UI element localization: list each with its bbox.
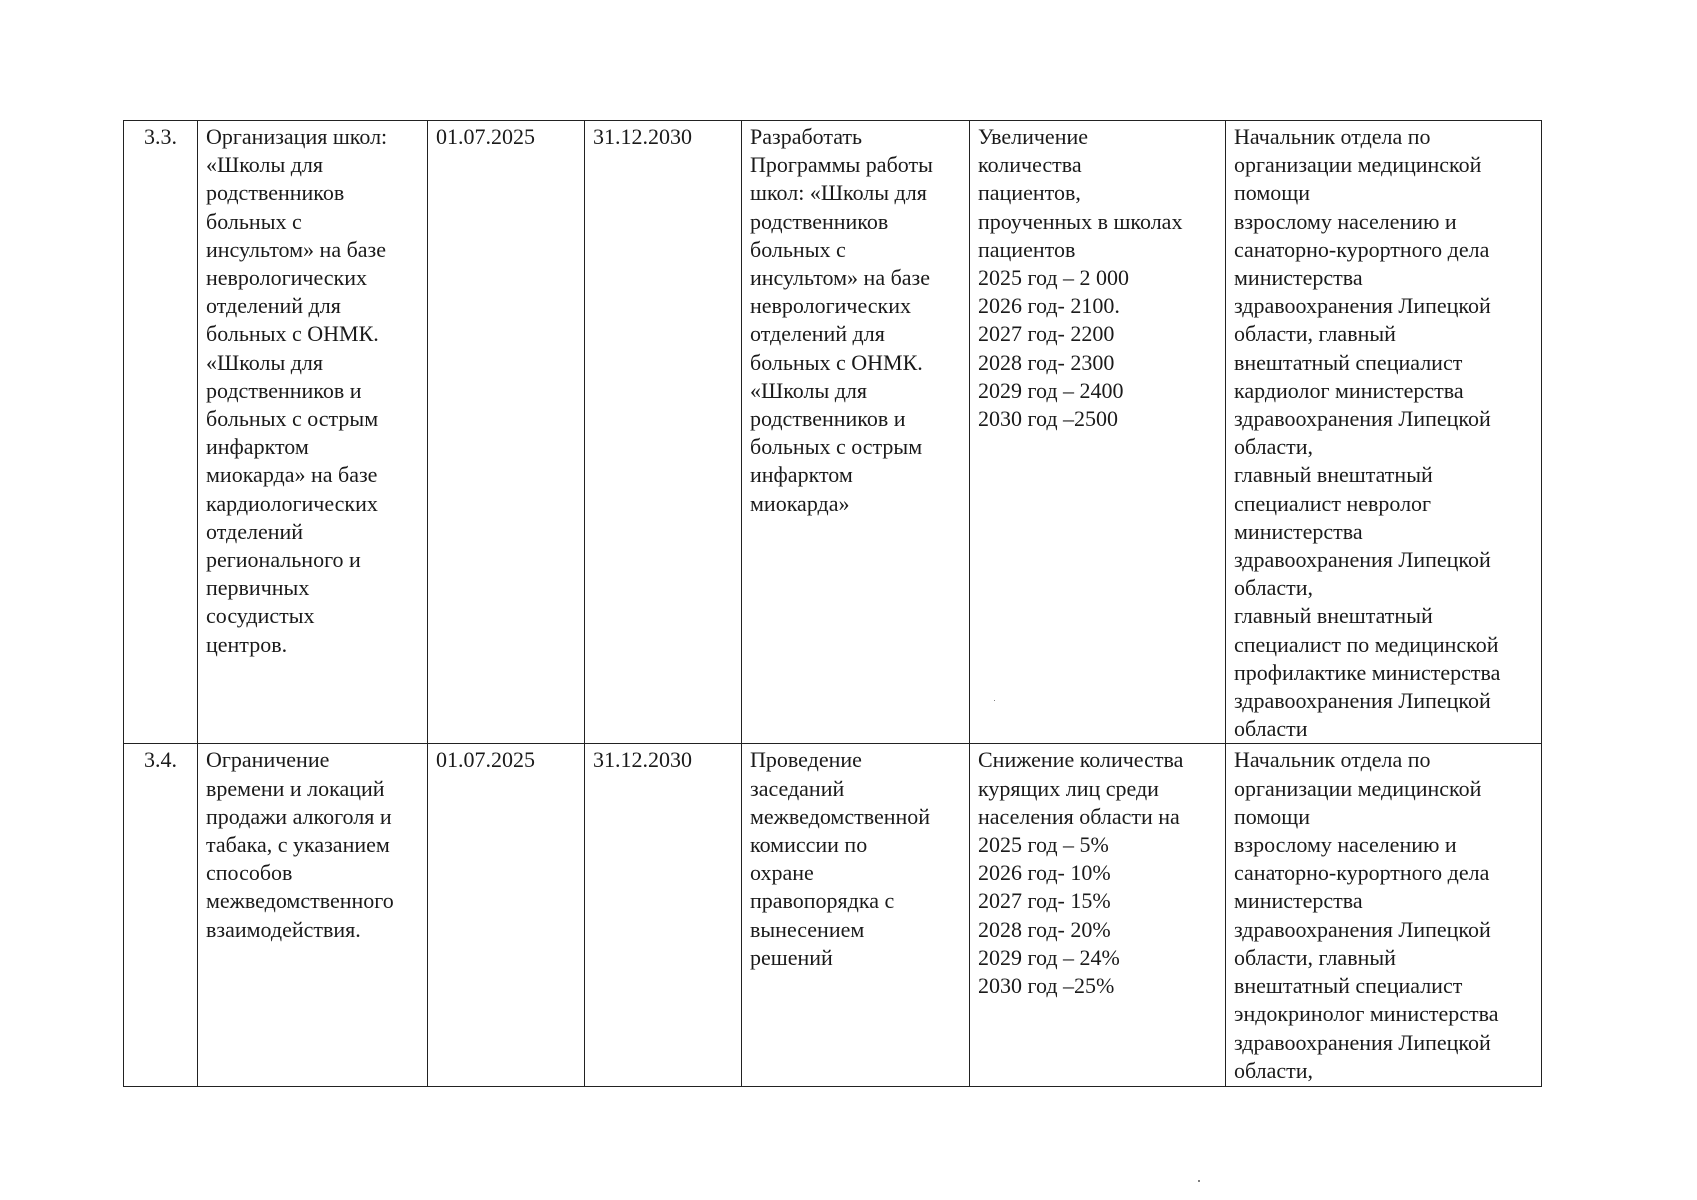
text-line: Начальник отдела по	[1234, 124, 1431, 149]
text-line: центров.	[206, 631, 288, 657]
text-line: родственников и	[750, 406, 906, 432]
text-line: инсультом» на базе	[206, 236, 387, 262]
text-line: способов	[206, 860, 293, 886]
text-line: инсультом» на базе	[750, 265, 931, 291]
action-text	[750, 123, 963, 518]
text-line: министерства	[1234, 888, 1363, 914]
text-line: «Школы для	[750, 377, 868, 403]
text-line: продажи алкоголя и	[206, 803, 392, 829]
row-number-cell	[124, 121, 198, 744]
text-line: курящих лиц среди	[978, 775, 1159, 801]
result-cell	[970, 744, 1226, 1087]
responsible-text	[1234, 746, 1535, 1084]
measures-table	[123, 120, 1542, 1087]
text-line: Снижение количества	[978, 747, 1184, 773]
text-line: школ: «Школы для	[750, 180, 927, 206]
text-line: межведомственного	[206, 888, 394, 914]
text-line: регионального и	[206, 547, 361, 573]
end-date: 31.12.2030	[593, 747, 692, 773]
text-line: Начальник отдела по	[1234, 747, 1431, 773]
start-date-cell	[428, 744, 585, 1087]
scan-speck	[1198, 1180, 1200, 1182]
text-line: здравоохранения Липецкой	[1234, 293, 1491, 319]
result-text	[978, 123, 1219, 433]
text-line: межведомственной	[750, 803, 931, 829]
text-line: инфарктом	[206, 434, 309, 460]
text-line: области,	[1234, 575, 1314, 601]
action-cell	[742, 744, 970, 1087]
text-line: «Школы для	[206, 349, 324, 375]
text-line: санаторно-курортного дела	[1234, 860, 1490, 886]
measure-text	[206, 746, 421, 943]
text-line: министерства	[1234, 265, 1363, 291]
start-date: 01.07.2025	[436, 124, 535, 149]
text-line: 2025 год – 5%	[978, 832, 1109, 858]
start-date: 01.07.2025	[436, 747, 535, 773]
text-line: кардиолог министерства	[1234, 377, 1464, 403]
text-line: Разработать	[750, 124, 863, 149]
text-line: здравоохранения Липецкой	[1234, 916, 1491, 942]
end-date: 31.12.2030	[593, 124, 692, 149]
start-date-cell	[428, 121, 585, 744]
text-line: области	[1234, 716, 1308, 742]
text-line: отделений для	[750, 321, 885, 347]
text-line: эндокринолог министерства	[1234, 1001, 1499, 1027]
text-line: здравоохранения Липецкой	[1234, 547, 1491, 573]
text-line: области, главный	[1234, 321, 1396, 347]
text-line: отделений	[206, 518, 304, 544]
text-line: санаторно-курортного дела	[1234, 236, 1490, 262]
text-line: Организация школ:	[206, 124, 388, 149]
text-line: больных с острым	[206, 406, 379, 432]
text-line: количества	[978, 152, 1082, 178]
row-number: 3.3.	[144, 124, 177, 149]
responsible-cell	[1226, 744, 1542, 1087]
text-line: 2028 год- 2300	[978, 349, 1115, 375]
text-line: неврологических	[750, 293, 912, 319]
end-date-cell	[585, 744, 742, 1087]
text-line: 2028 год- 20%	[978, 916, 1111, 942]
text-line: организации медицинской	[1234, 152, 1482, 178]
text-line: помощи	[1234, 803, 1310, 829]
text-line: 2029 год – 24%	[978, 944, 1120, 970]
text-line: области,	[1234, 434, 1314, 460]
text-line: Программы работы	[750, 152, 933, 178]
text-line: вынесением	[750, 916, 865, 942]
action-text	[750, 746, 963, 972]
text-line: миокарда»	[750, 490, 850, 516]
text-line: первичных	[206, 575, 310, 601]
text-line: родственников	[206, 180, 345, 206]
text-line: 2027 год- 2200	[978, 321, 1115, 347]
text-line: здравоохранения Липецкой	[1234, 1029, 1491, 1055]
text-line: 2026 год- 10%	[978, 860, 1111, 886]
text-line: пациентов	[978, 236, 1076, 262]
table-row	[124, 744, 1542, 1087]
text-line: 2029 год – 2400	[978, 377, 1124, 403]
text-line: помощи	[1234, 180, 1310, 206]
text-line: Увеличение	[978, 124, 1089, 149]
text-line: кардиологических	[206, 490, 378, 516]
text-line: 2030 год –25%	[978, 973, 1115, 999]
action-cell	[742, 121, 970, 744]
text-line: главный внештатный	[1234, 462, 1433, 488]
text-line: профилактике министерства	[1234, 659, 1501, 685]
text-line: проученных в школах	[978, 208, 1183, 234]
text-line: специалист по медицинской	[1234, 631, 1499, 657]
end-date-cell	[585, 121, 742, 744]
text-line: 2026 год- 2100.	[978, 293, 1120, 319]
result-text	[978, 746, 1219, 1000]
text-line: 2030 год –2500	[978, 406, 1119, 432]
text-line: больных с острым	[750, 434, 923, 460]
text-line: здравоохранения Липецкой	[1234, 406, 1491, 432]
text-line: Проведение	[750, 747, 862, 773]
text-line: комиссии по	[750, 832, 868, 858]
text-line: внештатный специалист	[1234, 349, 1463, 375]
text-line: миокарда» на базе	[206, 462, 378, 488]
text-line: области, главный	[1234, 944, 1396, 970]
text-line: населения области на	[978, 803, 1180, 829]
text-line: взрослому населению и	[1234, 208, 1457, 234]
text-line: внештатный специалист	[1234, 973, 1463, 999]
text-line: министерства	[1234, 518, 1363, 544]
row-number: 3.4.	[144, 747, 177, 773]
text-line: специалист невролог	[1234, 490, 1432, 516]
result-cell	[970, 121, 1226, 744]
text-line: правопорядка с	[750, 888, 895, 914]
text-line: Ограничение	[206, 747, 330, 773]
text-line: заседаний	[750, 775, 845, 801]
text-line: табака, с указанием	[206, 832, 390, 858]
measure-cell	[198, 121, 428, 744]
text-line: главный внештатный	[1234, 603, 1433, 629]
table-row	[124, 121, 1542, 744]
text-line: 2027 год- 15%	[978, 888, 1111, 914]
text-line: больных с ОНМК.	[750, 349, 923, 375]
text-line: области,	[1234, 1057, 1314, 1083]
row-number-cell	[124, 744, 198, 1087]
text-line: 2025 год – 2 000	[978, 265, 1130, 291]
text-line: решений	[750, 944, 833, 970]
text-line: здравоохранения Липецкой	[1234, 688, 1491, 714]
text-line: сосудистых	[206, 603, 315, 629]
scan-speck	[994, 700, 995, 701]
text-line: отделений для	[206, 293, 341, 319]
text-line: больных с ОНМК.	[206, 321, 379, 347]
text-line: организации медицинской	[1234, 775, 1482, 801]
text-line: инфарктом	[750, 462, 853, 488]
text-line: неврологических	[206, 265, 368, 291]
text-line: родственников	[750, 208, 889, 234]
text-line: взаимодействия.	[206, 916, 361, 942]
measure-text	[206, 123, 421, 659]
text-line: родственников и	[206, 377, 362, 403]
text-line: охране	[750, 860, 814, 886]
text-line: больных с	[750, 236, 846, 262]
measure-cell	[198, 744, 428, 1087]
responsible-cell	[1226, 121, 1542, 744]
text-line: пациентов,	[978, 180, 1081, 206]
text-line: больных с	[206, 208, 302, 234]
text-line: времени и локаций	[206, 775, 385, 801]
text-line: взрослому населению и	[1234, 832, 1457, 858]
responsible-text	[1234, 123, 1535, 743]
text-line: «Школы для	[206, 152, 324, 178]
